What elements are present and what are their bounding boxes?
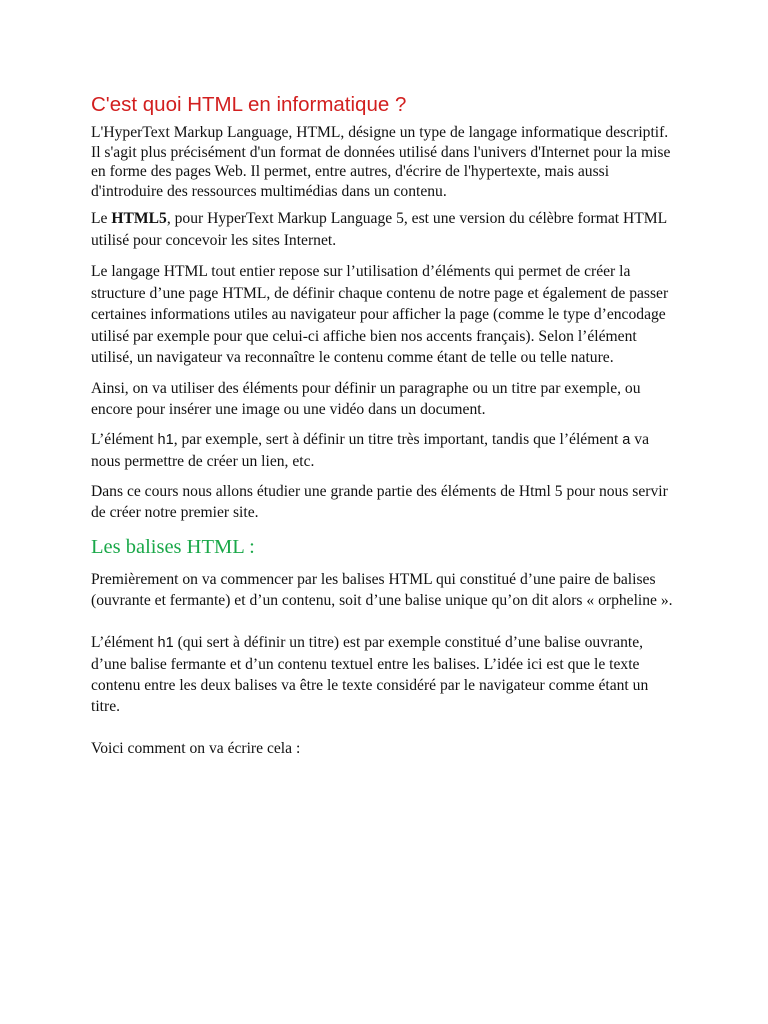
code-a: a (622, 431, 631, 448)
paragraph-course-intro: Dans ce cours nous allons étudier une grande partie des éléments de Html 5 pour nous servir de créer notre premier site. (91, 482, 668, 521)
paragraph-usage: Ainsi, on va utiliser des éléments pour définir un paragraphe ou un titre par exemple, ou encore pour insérer une image ou une vidéo dans un document. (91, 379, 641, 418)
section-heading: Les balises HTML : (91, 535, 255, 558)
paragraph-html-definition: L'HyperText Markup Language, HTML, désigne un type de langage informatique descriptif. Il s'agit plus précisément d'un format de données utilisé dans l'univers d'Internet pour la mise en forme des pages Web. Il permet, entre autres, d'écrire de l'hypertexte, mais aussi d'introduire des ressources multimédias dans un contenu. (91, 124, 671, 200)
code-h1: h1 (157, 431, 174, 448)
html5-keyword: HTML5 (111, 210, 167, 227)
paragraph-html5 (91, 208, 681, 252)
text-segment: (qui sert à définir un titre) est par exemple constitué d’une balise ouvrante, d’une balise fermante et d’un contenu textuel entre les balises. L’idée ici est que le texte contenu entre les deux balises va être le texte considéré par le navigateur comme étant un titre. (91, 633, 649, 715)
text-segment: L’élément (91, 633, 158, 651)
document-page (91, 92, 681, 759)
code-h1: h1 (157, 634, 174, 651)
text-segment: L’élément (91, 430, 158, 448)
text-segment: , par exemple, sert à définir un titre très important, tandis que l’élément (173, 430, 623, 448)
paragraph-html5-rest: , pour HyperText Markup Language 5, est une version du célèbre format HTML utilisé pour concevoir les sites Internet. (91, 210, 667, 249)
paragraph-h1-example (91, 429, 681, 472)
paragraph-how-to-write: Voici comment on va écrire cela : (91, 739, 301, 757)
paragraph-elements: Le langage HTML tout entier repose sur l’utilisation d’éléments qui permet de créer la structure d’une page HTML, de définir chaque contenu de notre page et également de passer certaines informations utiles au navigateur pour afficher la page (comme le type d’encodage utilisé par exemple pour que celui-ci affiche bien nos accents français). Selon l’élément utilisé, un navigateur va reconnaître le contenu comme étant de telle ou telle nature. (91, 263, 669, 366)
text-segment: va nous permettre de créer un lien, etc. (91, 430, 649, 470)
paragraph-h1-structure (91, 632, 681, 717)
page-title: C'est quoi HTML en informatique ? (91, 93, 407, 116)
paragraph-html5-lead: Le (91, 210, 112, 227)
paragraph-balises: Premièrement on va commencer par les balises HTML qui constitué d’une paire de balises (ouvrante et fermante) et d’un contenu, soit d’une balise unique qu’on dit alors « orpheline ». (91, 570, 673, 609)
